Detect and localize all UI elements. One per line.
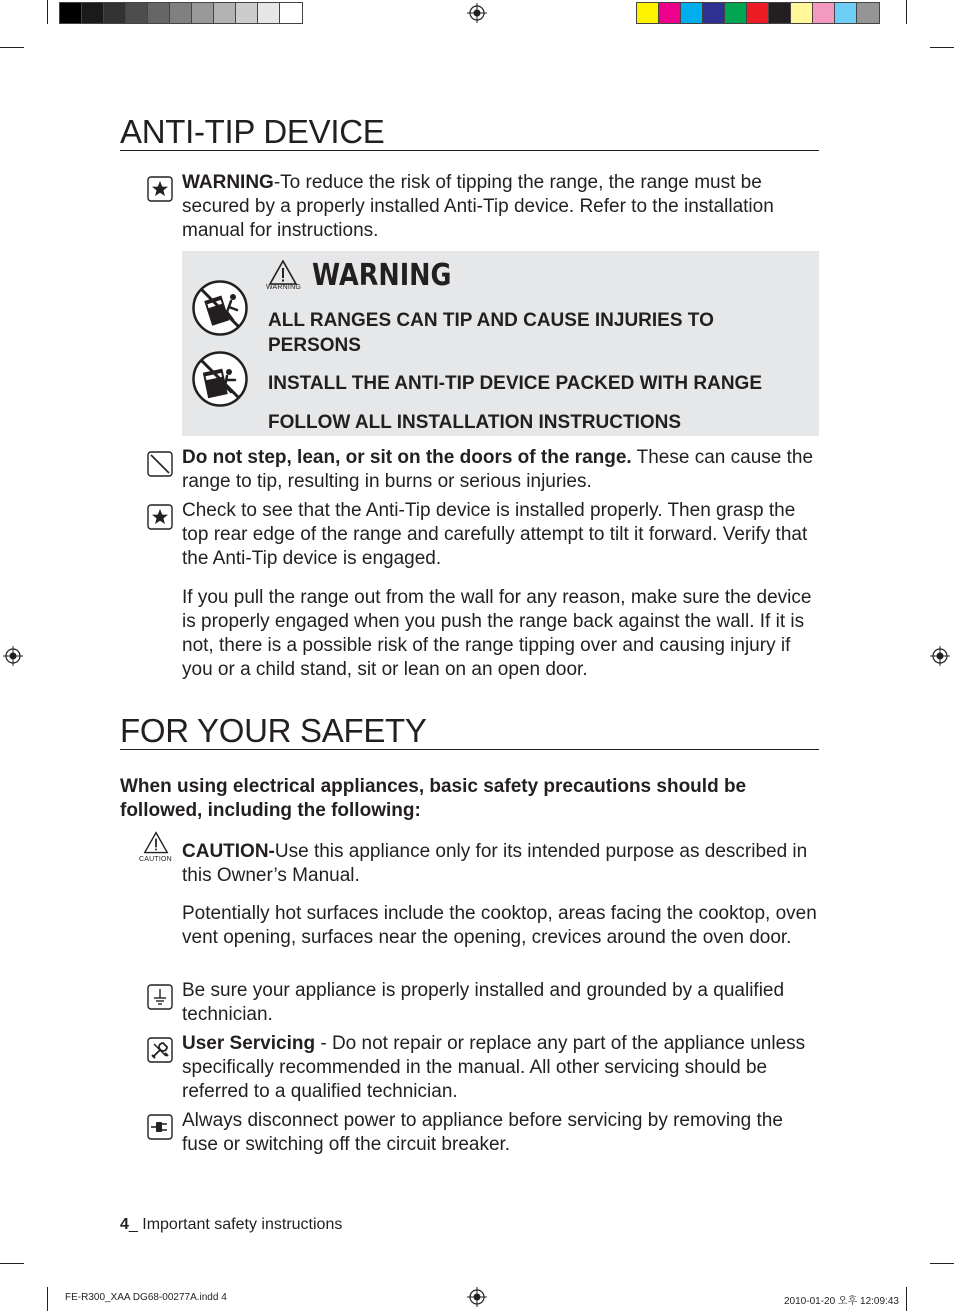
prohibited-icon (147, 451, 173, 477)
color-swatch (725, 3, 747, 23)
registration-mark-icon (467, 1287, 487, 1307)
color-swatch (637, 3, 659, 23)
crop-mark (47, 1287, 48, 1311)
caution-symbol-caption: CAUTION (139, 856, 172, 863)
crop-mark (0, 47, 24, 48)
color-swatch (791, 3, 813, 23)
star-warning-icon (147, 176, 173, 202)
color-swatch (681, 3, 703, 23)
no-child-on-door-icon (191, 350, 249, 408)
color-swatch (813, 3, 835, 23)
no-disassembly-icon (147, 1037, 173, 1063)
disconnect-power-paragraph: Always disconnect power to appliance before servicing by removing the fuse or switching off the circuit breaker. (182, 1110, 783, 1155)
grounded-paragraph: Be sure your appliance is properly installed and grounded by a qualified technician. (182, 980, 785, 1025)
warning-intro-text: -To reduce the risk of tipping the range, the range must be secured by a properly installed Anti-Tip device. Refer to the installation manual for instructions. (182, 172, 774, 241)
color-swatch (835, 3, 857, 23)
crop-mark (930, 1263, 954, 1264)
do-not-step-lead: Do not step, lean, or sit on the doors of the range. (182, 447, 632, 468)
safety-intro-paragraph: When using electrical appliances, basic safety precautions should be followed, including the following: (120, 776, 747, 821)
caution-text: Use this appliance only for its intended purpose as described in this Owner’s Manual. (182, 841, 808, 886)
registration-mark-icon (930, 646, 950, 666)
unplug-icon (147, 1114, 173, 1140)
warning-intro-paragraph (182, 171, 822, 243)
color-swatch (192, 3, 214, 23)
color-swatch (280, 3, 302, 23)
warning-lead: WARNING (182, 172, 274, 193)
color-swatch (703, 3, 725, 23)
crop-mark (0, 1263, 24, 1264)
color-swatch (126, 3, 148, 23)
crop-mark (906, 0, 907, 24)
do-not-step-text: These can cause the range to tip, resulting in burns or serious injuries. (182, 447, 814, 492)
no-tipping-range-icon (191, 279, 249, 337)
slug-date: 2010-01-20 오후 12:09:43 (784, 1296, 899, 1307)
registration-mark-icon (3, 646, 23, 666)
section-title-anti-tip: ANTI-TIP DEVICE (120, 114, 819, 151)
user-servicing-paragraph (182, 1032, 822, 1104)
color-swatch (857, 3, 879, 23)
warning-symbol-caption: WARNING (266, 284, 301, 291)
color-swatch (258, 3, 280, 23)
anti-tip-warning-box (182, 251, 819, 436)
crop-mark (906, 1287, 907, 1311)
warning-triangle-icon (268, 260, 298, 286)
color-swatch (60, 3, 82, 23)
color-swatch (104, 3, 126, 23)
check-anti-tip-paragraph: Check to see that the Anti-Tip device is installed properly. Then grasp the top rear edge of the range and carefully attempt to tilt it forward. Verify that the Anti-Tip device is engaged. (182, 500, 808, 569)
crop-mark (930, 47, 954, 48)
hot-surfaces-paragraph: Potentially hot surfaces include the cooktop, areas facing the cooktop, oven vent opening, surfaces near the opening, crevices around the oven door. (182, 903, 817, 948)
pull-range-paragraph: If you pull the range out from the wall for any reason, make sure the device is properly engaged when you push the range back against the wall. If it is not, there is a possible risk of the range tipping over and causing injury if you or a child stand, sit or lean on an open door. (182, 587, 812, 680)
warning-box-heading: WARNING (312, 258, 452, 293)
grayscale-color-bar (59, 2, 303, 24)
warning-line-install: INSTALL THE ANTI-TIP DEVICE PACKED WITH RANGE (268, 373, 763, 394)
section-title-for-your-safety: FOR YOUR SAFETY (120, 713, 819, 750)
caution-triangle-icon (143, 831, 169, 855)
caution-lead: CAUTION- (182, 841, 275, 862)
color-swatch (82, 3, 104, 23)
color-swatch (747, 3, 769, 23)
color-swatch (659, 3, 681, 23)
slug-file-name: FE-R300_XAA DG68-00277A.indd 4 (65, 1292, 227, 1303)
warning-line-tip: ALL RANGES CAN TIP AND CAUSE INJURIES TO PERSONS (268, 310, 714, 356)
page-number: 4 (120, 1216, 129, 1233)
user-servicing-text: - Do not repair or replace any part of the appliance unless specifically recommended in the manual. All other servicing should be referred to a qualified technician. (182, 1033, 806, 1102)
process-color-bar (636, 2, 880, 24)
color-swatch (236, 3, 258, 23)
star-warning-icon (147, 504, 173, 530)
color-swatch (170, 3, 192, 23)
page-footer (120, 1216, 342, 1234)
do-not-step-paragraph (182, 446, 822, 494)
color-swatch (769, 3, 791, 23)
caution-paragraph (182, 840, 822, 888)
footer-label: Important safety instructions (142, 1216, 343, 1233)
crop-mark (47, 0, 48, 24)
registration-mark-icon (467, 3, 487, 23)
user-servicing-lead: User Servicing (182, 1033, 316, 1054)
footer-separator: _ (128, 1216, 143, 1233)
warning-line-follow: FOLLOW ALL INSTALLATION INSTRUCTIONS (268, 412, 682, 433)
color-swatch (148, 3, 170, 23)
color-swatch (214, 3, 236, 23)
ground-icon (147, 984, 173, 1010)
